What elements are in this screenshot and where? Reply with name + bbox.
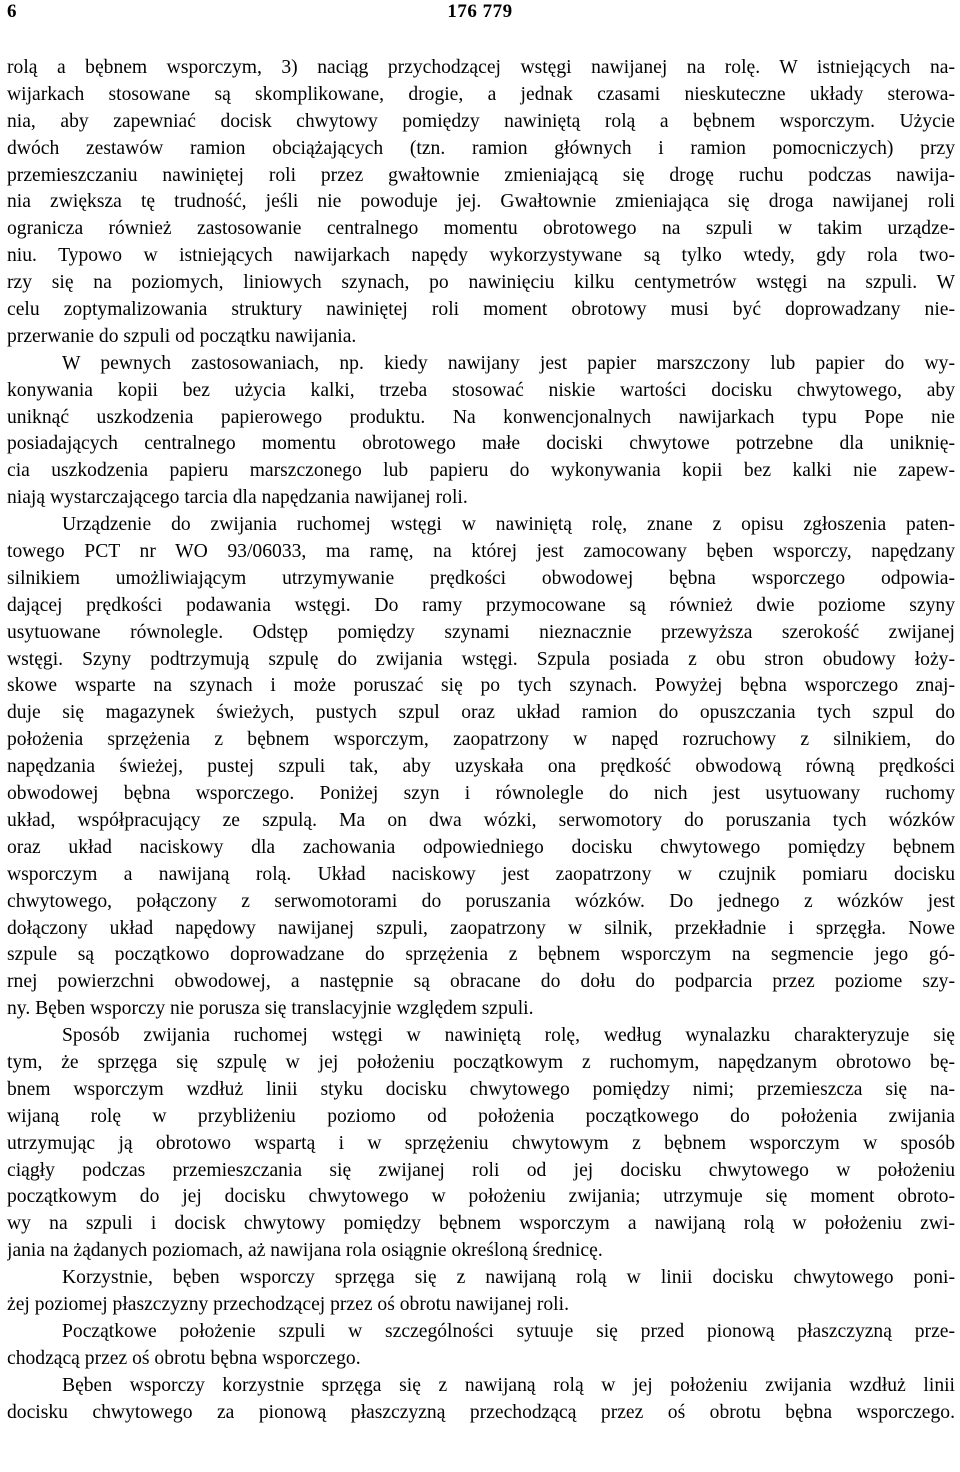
text-line: tym, że sprzęga się szpulę w jej położeniu początkowym z ruchomym, napędzanym obrotowo bę- — [7, 1051, 955, 1073]
text-line: dwóch zestawów ramion obciążających (tzn. ramion głównych i ramion pomocniczych) przy — [7, 137, 955, 159]
text-line: ciągły podczas przemieszczania się zwijanej roli od jej docisku chwytowego w położeniu — [7, 1159, 955, 1181]
text-line: przemieszczaniu nawiniętej roli przez gwałtownie zmieniającą się drogę ruchu podczas nawija- — [7, 164, 955, 186]
text-line: celu zoptymalizowania struktury nawiniętej roli moment obrotowy musi być doprowadzany nie- — [7, 299, 955, 321]
text-line: wijaną rolę w przybliżeniu poziomo od położenia początkowego do położenia zwijania — [7, 1105, 955, 1127]
body-text — [7, 55, 955, 1426]
text-line: nia, aby zapewniać docisk chwytowy pomiędzy nawiniętą rolą a bębnem wsporczym. Użycie — [7, 110, 955, 132]
text-line: dającej prędkości podawania wstęgi. Do ramy przymocowane są również dwie poziome szyny — [7, 594, 955, 616]
text-line: W pewnych zastosowaniach, np. kiedy nawijany jest papier marszczony lub papier do wy- — [62, 352, 955, 374]
text-line: utrzymując ją obrotowo wspartą i w sprzężeniu chwytowym z bębnem wsporczym w sposób — [7, 1132, 955, 1154]
text-line: usytuowane równolegle. Odstęp pomiędzy szynami nieznacznie przewyższa szerokość zwijanej — [7, 621, 955, 643]
text-line: napędzania świeżej, pustej szpuli tak, aby uzyskała ona prędkość obwodową równą prędkości — [7, 756, 955, 778]
text-line: Sposób zwijania ruchomej wstęgi w nawiniętą rolę, według wynalazku charakteryzuje się — [62, 1025, 955, 1047]
text-line: wsporczym a nawijaną rolą. Układ naciskowy jest zaopatrzony w czujnik pomiaru docisku — [7, 863, 955, 885]
text-line: docisku chwytowego za pionową płaszczyzną przechodzącą przez oś obrotu bębna wsporczego. — [7, 1401, 955, 1423]
text-line: konywania kopii bez użycia kalki, trzeba stosować niskie wartości docisku chwytowego, aby — [7, 379, 955, 401]
text-line: położenia sprzężenia z bębnem wsporczym, zaopatrzony w napęd rozruchowy z silnikiem, do — [7, 729, 955, 751]
text-line: rnej powierzchni obwodowej, a następnie są obracane do dołu do podparcia przez poziome szy- — [7, 971, 955, 993]
text-line: silnikiem umożliwiającym utrzymywanie prędkości obwodowej bębna wsporczego odpowia- — [7, 567, 955, 589]
text-line: wstęgi. Szyny podtrzymują szpulę do zwijania wstęgi. Szpula posiada z obu stron obudowy łoży- — [7, 648, 955, 670]
text-line: ny. Bęben wsporczy nie porusza się translacyjnie względem szpuli. — [7, 998, 534, 1020]
text-line: towego PCT nr WO 93/06033, ma ramę, na której jest zamocowany bęben wsporczy, napędzany — [7, 541, 955, 563]
text-line: wy na szpuli i docisk chwytowy pomiędzy bębnem wsporczym a nawijaną rolą w położeniu zwi- — [7, 1213, 955, 1235]
text-line: bnem wsporczym wzdłuż linii styku docisku chwytowego pomiędzy nimi; przemieszcza się na- — [7, 1078, 955, 1100]
text-line: Korzystnie, bęben wsporczy sprzęga się z nawijaną rolą w linii docisku chwytowego poni- — [62, 1267, 955, 1289]
text-line: nia zwiększa tę trudność, jeśli nie powoduje jej. Gwałtownie zmieniająca się droga nawijanej roli — [7, 191, 955, 213]
text-line: rzy się na poziomych, liniowych szynach, po nawinięciu kilku centymetrów wstęgi na szpuli. W — [7, 272, 955, 294]
text-line: Bęben wsporczy korzystnie sprzęga się z nawijaną rolą w jej położeniu zwijania wzdłuż linii — [62, 1374, 955, 1396]
text-line: szpule są początkowo doprowadzane do sprzężenia z bębnem wsporczym na segmencie jego gó- — [7, 944, 955, 966]
text-line: obwodowej bębna wsporczego. Poniżej szyn i równolegle do nich jest usytuowany ruchomy — [7, 783, 955, 805]
text-line: duje się magazynek świeżych, pustych szpul oraz układ ramion do opuszczania tych szpul do — [7, 702, 955, 724]
text-line: początkowym do jej docisku chwytowego w położeniu zwijania; utrzymuje się moment obroto- — [7, 1186, 955, 1208]
text-line: Początkowe położenie szpuli w szczególności sytuuje się przed pionową płaszczyzną prze- — [62, 1320, 955, 1342]
text-line: dołączony układ napędowy nawijanej szpuli, zaopatrzony w silnik, przekładnie i sprzęgła. Nowe — [7, 917, 955, 939]
text-line: rolą a bębnem wsporczym, 3) naciąg przychodzącej wstęgi nawijanej na rolę. W istniejących na- — [7, 57, 955, 78]
text-line: uniknąć uszkodzenia papierowego produktu. Na konwencjonalnych nawijarkach typu Pope nie — [7, 406, 955, 428]
text-line: cia uszkodzenia papieru marszczonego lub papieru do wykonywania kopii bez kalki nie zapew- — [7, 460, 955, 482]
page-number: 6 — [7, 1, 17, 22]
text-line: niają wystarczającego tarcia dla napędzania nawijanej roli. — [7, 487, 468, 509]
text-line: oraz układ naciskowy dla zachowania odpowiedniego docisku chwytowego pomiędzy bębnem — [7, 836, 955, 858]
text-line: ogranicza również zastosowanie centralnego momentu obrotowego na szpuli w takim urządze- — [7, 218, 955, 240]
text-line: przerwanie do szpuli od początku nawijania. — [7, 325, 357, 347]
text-line: Urządzenie do zwijania ruchomej wstęgi w nawiniętą rolę, znane z opisu zgłoszenia paten- — [62, 514, 955, 536]
text-line: posiadających centralnego momentu obrotowego małe dociski chwytowe potrzebne dla uniknię- — [7, 433, 955, 455]
text-line: układ, współpracujący ze szpulą. Ma on dwa wózki, serwomotory do poruszania tych wózków — [7, 809, 955, 831]
text-line: żej poziomej płaszczyzny przechodzącej przez oś obrotu nawijanej roli. — [7, 1293, 569, 1315]
text-line: niu. Typowo w istniejących nawijarkach napędy wykorzystywane są tylko wtedy, gdy rola two- — [7, 245, 955, 267]
text-line: chodzącą przez oś obrotu bębna wsporczego. — [7, 1347, 361, 1369]
text-line: chwytowego, połączony z serwomotorami do poruszania wózków. Do jednego z wózków jest — [7, 890, 955, 912]
document-number: 176 779 — [447, 1, 513, 22]
text-line: skowe wsparte na szynach i może poruszać się po tych szynach. Powyżej bębna wsporczego znaj- — [7, 675, 955, 697]
text-line: wijarkach stosowane są skomplikowane, drogie, a jednak czasami nieskuteczne układy sterowa- — [7, 83, 955, 105]
text-line: jania na żądanych poziomach, aż nawijana rola osiągnie określoną średnicę. — [7, 1240, 603, 1262]
